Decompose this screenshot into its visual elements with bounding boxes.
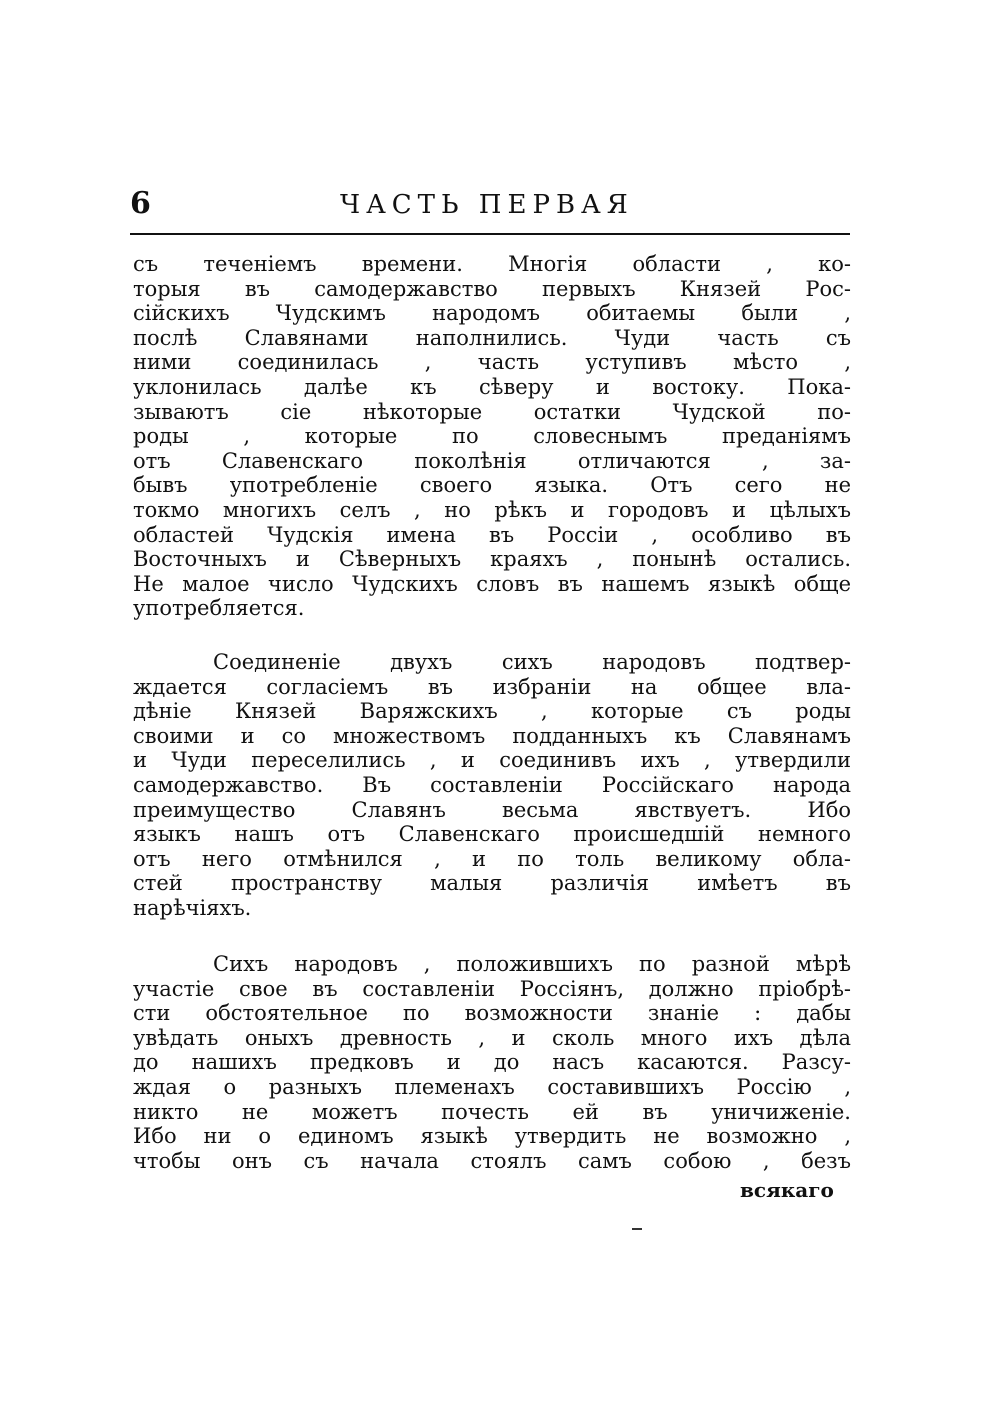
running-head [130,186,850,226]
text-line: бывъ употребленіе своего языка. Отъ сего не [133,473,851,498]
text-line: областей Чудскія имена въ Россіи , особливо въ [133,522,851,547]
text-line: и Чуди переселились , и соединивъ ихъ , утвердили [133,748,851,773]
text-line: уклонилась далѣе къ сѣверу и востоку. Пока- [133,374,851,399]
text-line: Не малое число Чудскихъ словъ въ нашемъ языкѣ обще [133,571,851,596]
text-line: сійскихъ Чудскимъ народомъ обитаемы были , [133,301,851,326]
text-line: никто не можетъ почесть ей въ уничиженіе. [133,1099,851,1124]
text-line: участіе свое въ составленіи Россіянъ, должно пріобрѣ- [133,976,851,1001]
text-line: ждается согласіемъ въ избраніи на общее вла- [133,674,851,699]
text-line: до нашихъ предковъ и до насъ касаются. Разсу- [133,1050,851,1075]
text-line: отъ него отмѣнился , и по толь великому обла- [133,846,851,871]
text-line: роды , которые по словеснымъ преданіямъ [133,424,851,449]
text-line: торыя въ самодержавство первыхъ Князей Рос- [133,276,851,301]
text-line: дѣніе Князей Варяжскихъ , которые съ роды [133,699,851,724]
catchword: всякаго [740,1178,834,1202]
text-line: Соединеніе двухъ сихъ народовъ подтвер- [213,650,851,674]
page-number: 6 [130,186,151,221]
text-line: преимущество Славянъ весьма явствуетъ. Ибо [133,797,851,822]
text-line: ждая о разныхъ племенахъ составившихъ Россію , [133,1074,851,1099]
text-line: стей пространству малыя различія имѣетъ въ [133,871,851,896]
text-line: увѣдать оныхъ древность , и сколь много ихъ дѣла [133,1025,851,1050]
text-line: сти обстоятельное по возможности знаніе : дабы [133,1001,851,1026]
text-line: чтобы онъ съ начала стоялъ самъ собою , безъ [133,1148,851,1173]
paragraph-3 [133,952,851,1173]
text-line: ними соединилась , часть уступивъ мѣсто , [133,350,851,375]
text-line: Сихъ народовъ , положившихъ по разной мѣрѣ [213,952,851,976]
text-line: Восточныхъ и Сѣверныхъ краяхъ , понынѣ остались. [133,547,851,572]
text-line: нарѣчіяхъ. [133,895,252,920]
page-header-title: ЧАСТЬ ПЕРВАЯ [340,190,634,220]
text-line: токмо многихъ селъ , но рѣкъ и городовъ и цѣлыхъ [133,497,851,522]
header-rule [130,233,850,235]
paragraph-1 [133,252,851,621]
text-line: употребляется. [133,596,305,621]
text-line: языкъ нашъ отъ Славенскаго происшедшій немного [133,822,851,847]
text-line: зываютъ сіе нѣкоторые остатки Чудской по- [133,399,851,424]
text-line: отъ Славенскаго поколѣнія отличаются , за- [133,448,851,473]
text-line: послѣ Славянами наполнились. Чуди часть съ [133,325,851,350]
ink-mark [632,1228,642,1230]
text-line: самодержавство. Въ составленіи Россійскаго народа [133,772,851,797]
text-line: Ибо ни о единомъ языкѣ утвердить не возможно , [133,1124,851,1149]
text-line: съ теченіемъ времени. Многія области , ко- [133,252,851,276]
paragraph-2 [133,650,851,921]
text-line: своими и со множествомъ подданныхъ къ Славянамъ [133,723,851,748]
